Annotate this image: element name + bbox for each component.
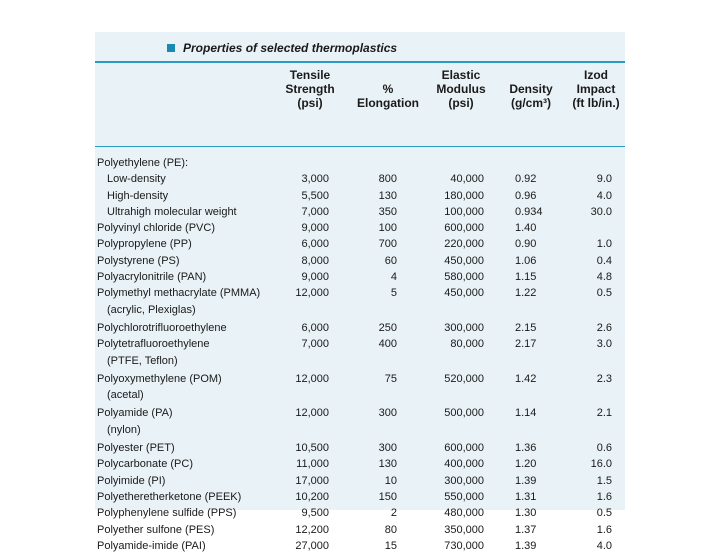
cell-elastic-modulus: 450,000: [444, 254, 484, 267]
cell-elastic-modulus: 550,000: [444, 490, 484, 503]
cell-elongation: 100: [378, 222, 397, 235]
cell-tensile-strength: 6,000: [301, 238, 329, 251]
cell-elongation: 350: [378, 205, 397, 218]
cell-izod-impact: 0.5: [596, 507, 612, 520]
cell-tensile-strength: 17,000: [295, 474, 329, 487]
cell-material-name: Polycarbonate (PC): [97, 458, 193, 471]
cell-tensile-strength: 9,000: [301, 222, 329, 235]
cell-density: 1.20: [515, 458, 537, 471]
cell-elastic-modulus: 480,000: [444, 507, 484, 520]
cell-elongation: 75: [384, 372, 397, 385]
table-row: [95, 422, 625, 438]
table-body: [95, 155, 625, 554]
cell-density: 2.15: [515, 321, 537, 334]
cell-material-name: (acetal): [107, 389, 144, 402]
cell-material-name: Polyamide (PA): [97, 407, 173, 420]
cell-tensile-strength: 5,500: [301, 189, 329, 202]
cell-material-name: Polychlorotrifluoroethylene: [97, 321, 227, 334]
cell-izod-impact: 30.0: [590, 205, 612, 218]
table-row: [95, 456, 625, 472]
cell-material-name: Polyethylene (PE):: [97, 157, 189, 169]
table-row: [95, 387, 625, 403]
cell-tensile-strength: 7,000: [301, 205, 329, 218]
table-row: [95, 440, 625, 456]
cell-tensile-strength: 3,000: [301, 173, 329, 186]
cell-density: 1.40: [515, 222, 537, 235]
table-row: [95, 188, 625, 204]
header-rule: [95, 146, 625, 147]
cell-material-name: Polyacrylonitrile (PAN): [97, 271, 207, 284]
cell-elastic-modulus: 580,000: [444, 271, 484, 284]
cell-density: 1.39: [515, 474, 537, 487]
cell-material-name: (acrylic, Plexiglas): [107, 303, 196, 316]
cell-material-name: Polyether sulfone (PES): [97, 523, 215, 536]
cell-elongation: 400: [378, 338, 397, 351]
cell-material-name: Polyimide (PI): [97, 474, 166, 487]
cell-tensile-strength: 12,000: [295, 407, 329, 420]
cell-density: 1.14: [515, 407, 537, 420]
cell-izod-impact: 0.4: [596, 254, 612, 267]
cell-elastic-modulus: 730,000: [444, 539, 484, 552]
cell-izod-impact: 9.0: [596, 173, 612, 186]
cell-izod-impact: 4.0: [596, 189, 612, 202]
table-row: [95, 204, 625, 220]
cell-density: 0.90: [515, 238, 537, 251]
cell-material-name: Polystyrene (PS): [97, 254, 180, 267]
table-row: [95, 336, 625, 352]
cell-elongation: 700: [378, 238, 397, 251]
cell-elastic-modulus: 100,000: [444, 205, 484, 218]
cell-elongation: 800: [378, 173, 397, 186]
cell-density: 1.31: [515, 490, 537, 503]
cell-izod-impact: 2.1: [596, 407, 612, 420]
cell-elongation: 150: [378, 490, 397, 503]
cell-elongation: 300: [378, 442, 397, 455]
cell-elastic-modulus: 600,000: [444, 442, 484, 455]
header-density: Density (g/cm³): [509, 82, 553, 110]
table-row: [95, 220, 625, 236]
cell-tensile-strength: 11,000: [296, 458, 329, 471]
cell-material-name: Polyphenylene sulfide (PPS): [97, 507, 237, 520]
cell-density: 1.06: [515, 254, 537, 267]
cell-izod-impact: 1.6: [596, 523, 612, 536]
cell-elastic-modulus: 80,000: [450, 338, 484, 351]
cell-izod-impact: 1.6: [596, 490, 612, 503]
table-row: [95, 236, 625, 252]
cell-elongation: 10: [384, 474, 397, 487]
cell-material-name: Polymethyl methacrylate (PMMA): [97, 287, 261, 300]
cell-tensile-strength: 12,000: [295, 287, 329, 300]
cell-tensile-strength: 9,000: [301, 271, 329, 284]
table-row: [95, 302, 625, 318]
cell-elongation: 4: [390, 271, 397, 284]
cell-izod-impact: 1.0: [596, 238, 612, 251]
cell-elongation: 130: [378, 458, 397, 471]
cell-elastic-modulus: 40,000: [450, 173, 484, 186]
table-panel: [95, 32, 625, 552]
cell-elongation: 300: [378, 407, 397, 420]
cell-elongation: 250: [378, 321, 397, 334]
table-row: [95, 489, 625, 505]
cell-tensile-strength: 7,000: [301, 338, 329, 351]
table-row: [95, 522, 625, 538]
cell-material-name: Polytetrafluoroethylene: [97, 338, 210, 351]
table-row: [95, 405, 625, 421]
cell-tensile-strength: 8,000: [301, 254, 329, 267]
table-row: [95, 538, 625, 554]
cell-material-name: Polyvinyl chloride (PVC): [97, 222, 215, 235]
cell-material-name: Polyester (PET): [97, 442, 175, 455]
cell-material-name: Low-density: [107, 173, 166, 186]
table-row: [95, 505, 625, 521]
cell-tensile-strength: 12,000: [295, 372, 329, 385]
table-row: [95, 353, 625, 369]
cell-elastic-modulus: 500,000: [444, 407, 484, 420]
table-row: [95, 371, 625, 387]
cell-material-name: Polyetheretherketone (PEEK): [97, 490, 242, 503]
cell-izod-impact: 2.3: [596, 372, 612, 385]
cell-density: 0.96: [515, 189, 537, 202]
cell-tensile-strength: 12,200: [295, 523, 329, 536]
cell-elongation: 2: [390, 507, 397, 520]
cell-elastic-modulus: 600,000: [444, 222, 484, 235]
cell-elongation: 60: [384, 254, 397, 267]
table-row: [95, 320, 625, 336]
cell-material-name: Polypropylene (PP): [97, 238, 192, 251]
cell-density: 2.17: [515, 338, 537, 351]
cell-izod-impact: 3.0: [596, 338, 612, 351]
cell-elongation: 80: [384, 523, 397, 536]
cell-elastic-modulus: 300,000: [444, 474, 484, 487]
cell-tensile-strength: 10,200: [295, 490, 329, 503]
table-row: [95, 473, 625, 489]
cell-izod-impact: 2.6: [596, 321, 612, 334]
cell-elongation: 130: [378, 189, 397, 202]
cell-density: 1.37: [515, 523, 537, 536]
cell-elastic-modulus: 180,000: [444, 189, 484, 202]
cell-tensile-strength: 10,500: [295, 442, 329, 455]
cell-material-name: Polyamide-imide (PAI): [97, 539, 206, 552]
cell-density: 1.39: [515, 539, 537, 552]
table-title: Properties of selected thermoplastics: [183, 41, 398, 55]
cell-izod-impact: 4.0: [596, 539, 612, 552]
cell-elongation: 5: [390, 287, 397, 300]
cell-izod-impact: 1.5: [596, 474, 612, 487]
cell-tensile-strength: 9,500: [301, 507, 329, 520]
cell-elastic-modulus: 400,000: [444, 458, 484, 471]
cell-density: 1.36: [515, 442, 537, 455]
cell-tensile-strength: 27,000: [295, 539, 329, 552]
table-title-row: [167, 40, 397, 56]
cell-material-name: (PTFE, Teflon): [107, 354, 178, 367]
cell-tensile-strength: 6,000: [301, 321, 329, 334]
cell-density: 1.22: [515, 287, 537, 300]
cell-material-name: High-density: [107, 189, 169, 202]
cell-density: 1.42: [515, 372, 537, 385]
cell-material-name: Polyoxymethylene (POM): [97, 372, 222, 385]
table-row: [95, 285, 625, 301]
cell-elastic-modulus: 450,000: [444, 287, 484, 300]
cell-elastic-modulus: 520,000: [444, 372, 484, 385]
cell-density: 0.92: [515, 173, 537, 186]
cell-izod-impact: 0.6: [596, 442, 612, 455]
cell-density: 1.15: [515, 271, 537, 284]
table-row: [95, 155, 625, 171]
cell-elastic-modulus: 220,000: [444, 238, 484, 251]
table-row: [95, 269, 625, 285]
header-izod-impact: Izod Impact (ft lb/in.): [572, 68, 620, 110]
cell-material-name: (nylon): [107, 423, 141, 436]
header-elastic-modulus: Elastic Modulus (psi): [436, 68, 486, 110]
cell-elastic-modulus: 300,000: [444, 321, 484, 334]
cell-elastic-modulus: 350,000: [444, 523, 484, 536]
cell-elongation: 15: [384, 539, 397, 552]
cell-izod-impact: 0.5: [596, 287, 612, 300]
table-row: [95, 253, 625, 269]
cell-density: 1.30: [515, 507, 537, 520]
header-tensile-strength: Tensile Strength (psi): [285, 68, 335, 110]
cell-material-name: Ultrahigh molecular weight: [107, 205, 237, 218]
cell-density: 0.934: [515, 205, 543, 218]
cell-izod-impact: 4.8: [596, 271, 612, 284]
square-bullet-icon: [167, 44, 175, 52]
table-row: [95, 171, 625, 187]
top-rule: [95, 61, 625, 63]
header-elongation: % Elongation: [357, 82, 419, 110]
cell-izod-impact: 16.0: [590, 458, 612, 471]
